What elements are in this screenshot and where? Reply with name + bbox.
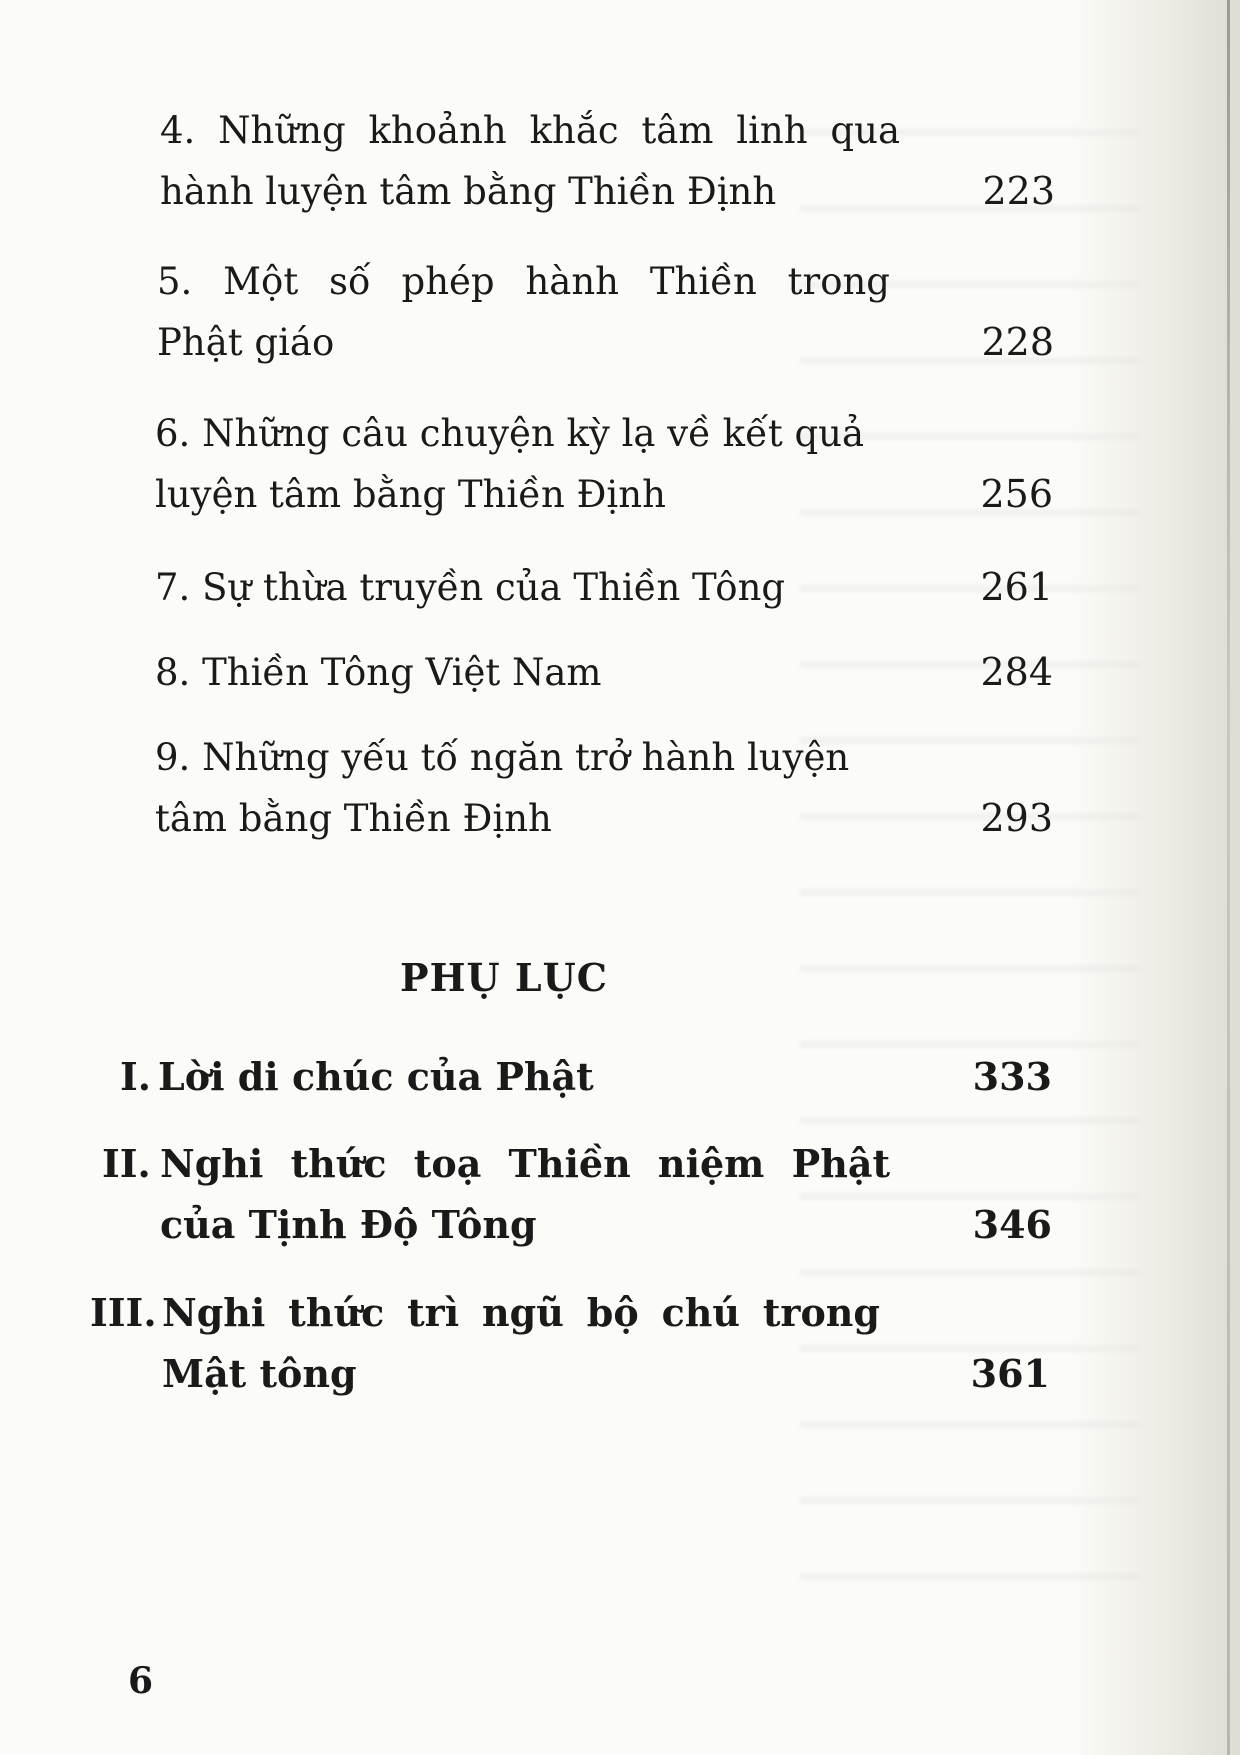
appendix-entry-title: Lời di chúc của Phật — [158, 1054, 594, 1099]
toc-entry-page: 228 — [981, 320, 1054, 364]
toc-entry-page: 261 — [980, 565, 1053, 609]
toc-entry-title-line1: 4. Những khoảnh khắc tâm linh qua — [160, 109, 900, 152]
page-number: 6 — [128, 1660, 154, 1702]
toc-entry-title-line2: tâm bằng Thiền Định — [155, 797, 552, 840]
page-edge-shadow — [1070, 0, 1240, 1755]
toc-entry-title: 7. Sự thừa truyền của Thiền Tông — [155, 566, 786, 609]
appendix-entry-number: I. — [120, 1054, 152, 1099]
appendix-entry-number: III. — [90, 1290, 157, 1335]
appendix-entry-title-line2: Mật tông — [162, 1351, 357, 1396]
toc-entry-title: 8. Thiền Tông Việt Nam — [155, 651, 602, 694]
appendix-entry — [120, 1046, 1052, 1107]
toc-entry-title-line1: 9. Những yếu tố ngăn trở hành luyện — [155, 736, 850, 779]
toc-entry-page: 293 — [980, 796, 1053, 840]
appendix-entry-page: 361 — [970, 1351, 1050, 1396]
page-edge — [1227, 0, 1230, 1755]
toc-entry — [155, 557, 1053, 618]
appendix-entry-title-line2: của Tịnh Độ Tông — [160, 1202, 537, 1247]
toc-entry-title-line2: Phật giáo — [157, 321, 335, 364]
toc-entry — [155, 403, 1053, 525]
toc-entry-page: 284 — [980, 650, 1053, 694]
appendix-entry — [102, 1133, 1052, 1255]
appendix-entry-page: 346 — [972, 1202, 1052, 1247]
toc-entry-title-line2: hành luyện tâm bằng Thiền Định — [160, 170, 777, 213]
toc-entry — [155, 642, 1053, 703]
toc-entry — [155, 727, 1053, 849]
toc-entry — [160, 100, 1055, 222]
toc-entry-title-line1: 5. Một số phép hành Thiền trong — [157, 260, 890, 303]
toc-entry-title-line2: luyện tâm bằng Thiền Định — [155, 473, 666, 516]
appendix-entry-number: II. — [102, 1141, 151, 1186]
appendix-heading: PHỤ LỤC — [400, 955, 608, 1000]
toc-entry — [157, 251, 1054, 373]
toc-entry-page: 223 — [982, 169, 1055, 213]
appendix-entry-title-line1: Nghi thức toạ Thiền niệm Phật — [160, 1141, 890, 1186]
toc-entry-page: 256 — [980, 472, 1053, 516]
appendix-entry-title-line1: Nghi thức trì ngũ bộ chú trong — [162, 1290, 880, 1335]
appendix-entry — [90, 1282, 1050, 1404]
toc-entry-title-line1: 6. Những câu chuyện kỳ lạ về kết quả — [155, 412, 865, 455]
appendix-entry-page: 333 — [972, 1054, 1052, 1099]
